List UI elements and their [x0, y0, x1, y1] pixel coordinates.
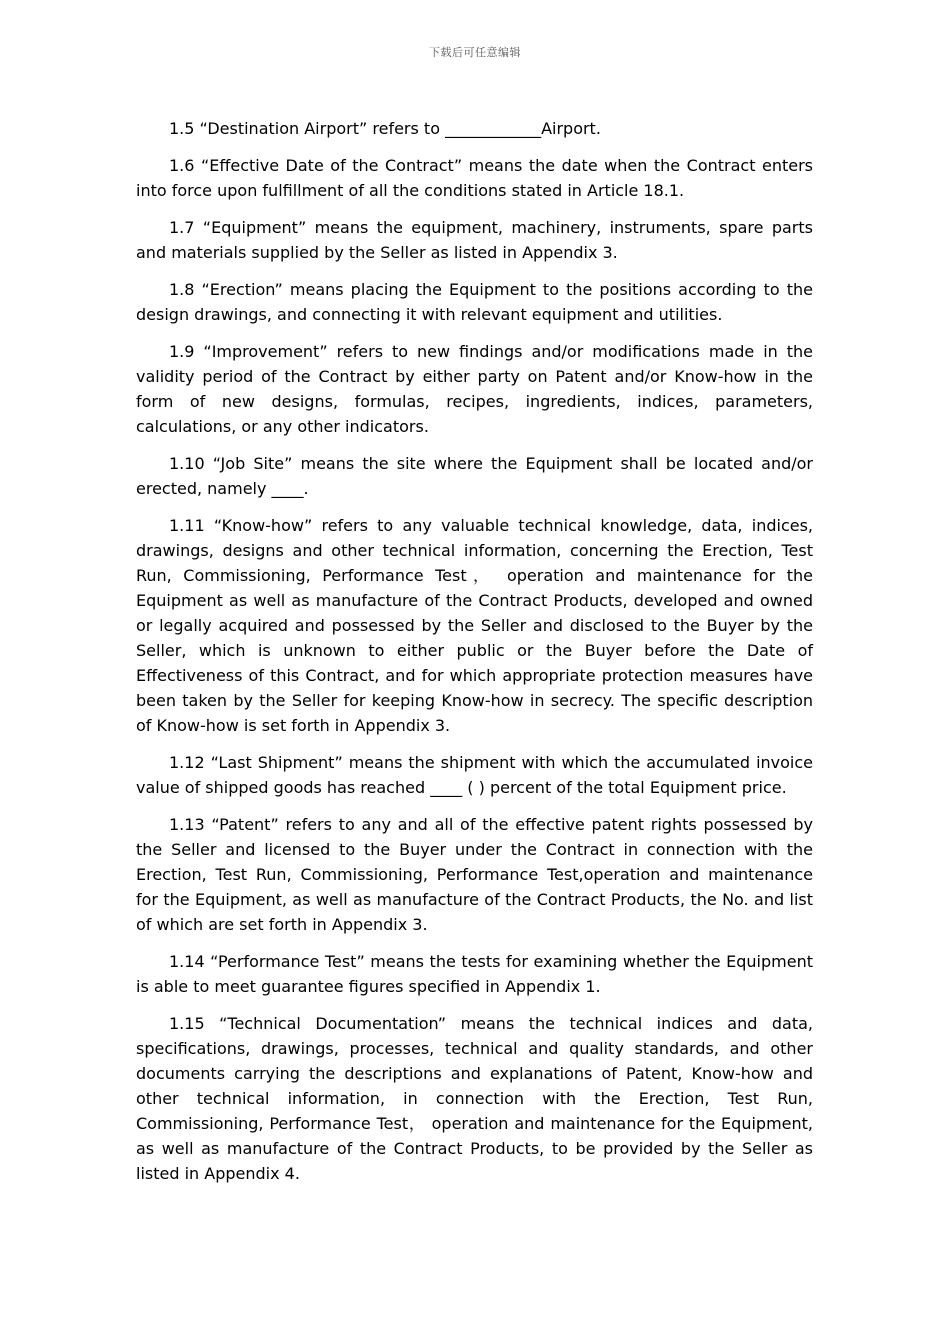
- clause-1-9: 1.9 “Improvement” refers to new findings and/or modifications made in the validity period of the Contract by either party on Patent and/or Know-how in the form of new designs, formulas, recipes, ingredients, indices, parameters, calculations, or any other indicators.: [136, 342, 813, 436]
- clause-1-13: 1.13 “Patent” refers to any and all of the effective patent rights possessed by the Seller and licensed to the Buyer under the Contract in connection with the Erection, Test Run, Commissioning, Performance Test,operation and maintenance for the Equipment, as well as manufacture of the Contract Products, the No. and list of which are set forth in Appendix 3.: [136, 815, 813, 934]
- clause-1-8: 1.8 “Erection” means placing the Equipment to the positions according to the design drawings, and connecting it with relevant equipment and utilities.: [136, 280, 813, 324]
- clause-1-14: 1.14 “Performance Test” means the tests for examining whether the Equipment is able to meet guarantee figures specified in Appendix 1.: [136, 952, 813, 996]
- clause-1-5: 1.5 “Destination Airport” refers to ____________Airport.: [169, 119, 601, 138]
- clause-1-15: 1.15 “Technical Documentation” means the technical indices and data, specifications, drawings, processes, technical and quality standards, and other documents carrying the descriptions and explanations of Patent, Know-how and other technical information, in connection with the Erection, Test Run, Commissioning, Performance Test， operation and maintenance for the Equipment, as well as manufacture of the Contract Products, to be provided by the Seller as listed in Appendix 4.: [136, 1014, 813, 1183]
- clause-1-6: 1.6 “Effective Date of the Contract” means the date when the Contract enters into force upon fulfillment of all the conditions stated in Article 18.1.: [136, 156, 813, 200]
- clause-1-12: 1.12 “Last Shipment” means the shipment with which the accumulated invoice value of shipped goods has reached ____ ( ) percent of the total Equipment price.: [136, 753, 813, 797]
- clause-1-7: 1.7 “Equipment” means the equipment, machinery, instruments, spare parts and materials supplied by the Seller as listed in Appendix 3.: [136, 218, 813, 262]
- clause-1-10: 1.10 “Job Site” means the site where the Equipment shall be located and/or erected, namely ____.: [136, 454, 813, 498]
- page-header: 下载后可任意编辑: [429, 46, 521, 59]
- clause-1-11: 1.11 “Know-how” refers to any valuable technical knowledge, data, indices, drawings, designs and other technical information, concerning the Erection, Test Run, Commissioning, Performance Test， operation and maintenance for the Equipment as well as manufacture of the Contract Products, developed and owned or legally acquired and possessed by the Seller and disclosed to the Buyer by the Seller, which is unknown to either public or the Buyer before the Date of Effectiveness of this Contract, and for which appropriate protection measures have been taken by the Seller for keeping Know-how in secrecy. The specific description of Know-how is set forth in Appendix 3.: [136, 516, 813, 735]
- document-body: [136, 116, 813, 1198]
